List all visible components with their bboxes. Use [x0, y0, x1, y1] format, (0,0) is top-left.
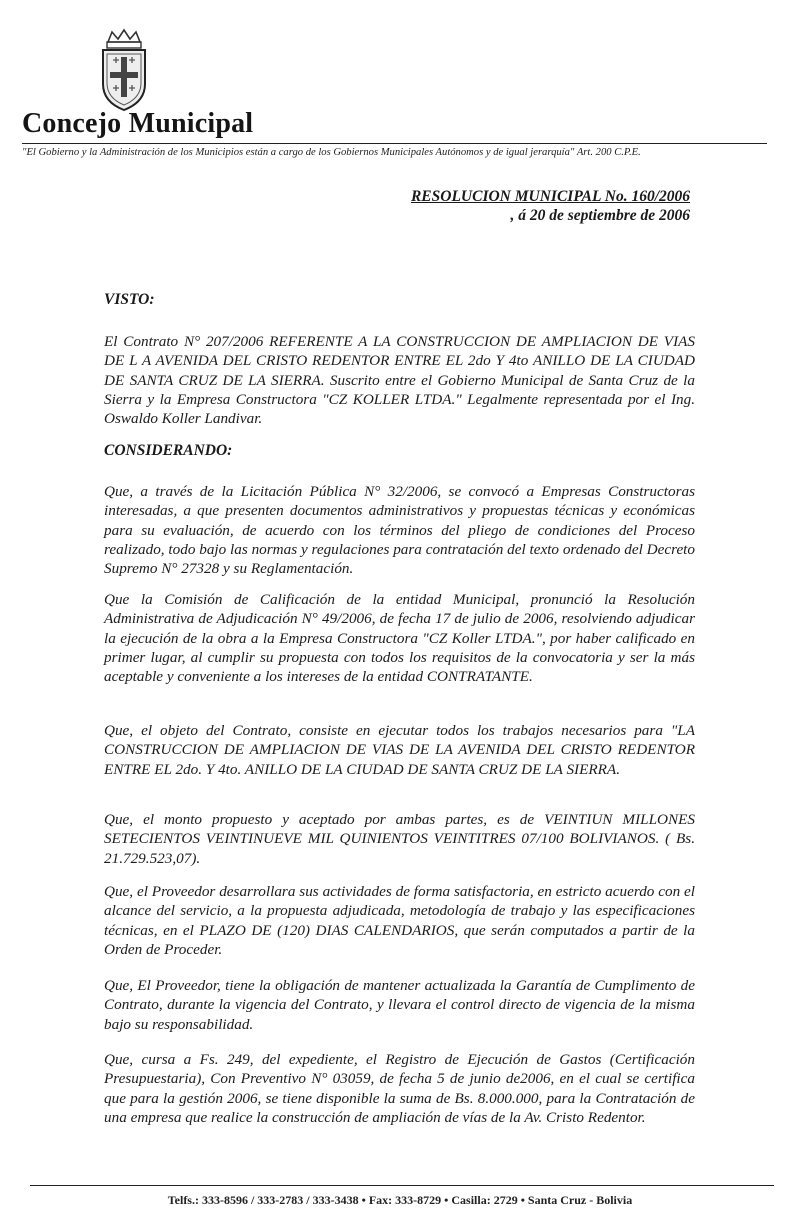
footer-contact: Telfs.: 333-8596 / 333-2783 / 333-3438 • Fax: 333-8729 • Casilla: 2729 • Santa Cruz - Bolivia — [167, 1193, 633, 1207]
footer-divider — [30, 1185, 774, 1186]
considerando-heading: CONSIDERANDO: — [104, 442, 233, 459]
visto-heading: VISTO: — [104, 291, 155, 308]
resolution-number: RESOLUCION MUNICIPAL No. 160/2006 — [410, 188, 690, 205]
header-divider — [22, 143, 767, 144]
considerando-paragraph: Que la Comisión de Calificación de la entidad Municipal, pronunció la Resolución Administrativa de Adjudicación N° 49/2006, de fecha 17 de julio de 2006, resolviendo adjudicar la ejecución de la obra a la Empresa Constructora "CZ Koller LTDA.", por haber calificado en primer lugar, al cumplir su propuesta con todos los requisitos de la convocatoria y ser la más aceptable y conveniente a los intereses de la entidad CONTRATANTE. — [104, 591, 695, 686]
brand-title: Concejo Municipal — [22, 108, 254, 139]
municipal-coat-of-arms-icon — [94, 28, 154, 112]
considerando-paragraph: Que, el objeto del Contrato, consiste en ejecutar todos los trabajos necesarios para "LA CONSTRUCCION DE AMPLIACION DE VIAS DE LA AVENIDA DEL CRISTO REDENTOR ENTRE EL 2do. Y 4to. ANILLO DE LA CIUDAD DE SANTA CRUZ DE LA SIERRA. — [104, 722, 695, 778]
considerando-paragraph: Que, a través de la Licitación Pública N° 32/2006, se convocó a Empresas Constructoras interesadas, a que presenten documentos administrativos y propuestas técnicas y económicas para su evaluación, de acuerdo con los términos del pliego de condiciones del Proceso realizado, todo bajo las normas y regulaciones para contratación del texto ordenado del Decreto Supremo N° 27328 y su Reglamentación. — [104, 483, 695, 578]
constitution-motto: "El Gobierno y la Administración de los Municipios están a cargo de los Gobiernos Municipales Autónomos y de igual jerarquía" Art. 200 C.P.E. — [22, 147, 641, 158]
considerando-paragraph: Que, el Proveedor desarrollara sus actividades de forma satisfactoria, en estricto acuerdo con el alcance del servicio, a la propuesta adjudicada, metodología de trabajo y las especificaciones técnicas, en el PLAZO DE (120) DIAS CALENDARIOS, que serán computados a partir de la Orden de Proceder. — [104, 883, 695, 958]
considerando-paragraph: Que, cursa a Fs. 249, del expediente, el Registro de Ejecución de Gastos (Certificación Presupuestaria), Con Preventivo N° 03059, de fecha 5 de junio de2006, en el cual se certifica que para la gestión 2006, se tiene disponible la suma de Bs. 8.000.000, para la Contratación de una empresa que realice la construcción de ampliación de vías de la Av. Cristo Redentor. — [104, 1051, 695, 1126]
visto-text: El Contrato N° 207/2006 REFERENTE A LA CONSTRUCCION DE AMPLIACION DE VIAS DE L A AVENIDA DEL CRISTO REDENTOR ENTRE EL 2do Y 4to ANILLO DE LA CIUDAD DE SANTA CRUZ DE LA SIERRA. Suscrito entre el Gobierno Municipal de Santa Cruz de la Sierra y la Empresa Constructora "CZ KOLLER LTDA." Legalmente representada por el Ing. Oswaldo Koller Landivar. — [104, 333, 695, 428]
considerando-paragraph: Que, el monto propuesto y aceptado por ambas partes, es de VEINTIUN MILLONES SETECIENTOS VEINTINUEVE MIL QUINIENTOS VEINTITRES 07/100 BOLIVIANOS. ( Bs. 21.729.523,07). — [104, 811, 695, 867]
resolution-reference — [411, 187, 690, 225]
resolution-date: , á 20 de septiembre de 2006 — [510, 207, 690, 224]
considerando-paragraph: Que, El Proveedor, tiene la obligación de mantener actualizada la Garantía de Cumplimento de Contrato, durante la vigencia del Contrato, y llevara el control directo de vigencia de la misma bajo su responsabilidad. — [104, 977, 695, 1033]
